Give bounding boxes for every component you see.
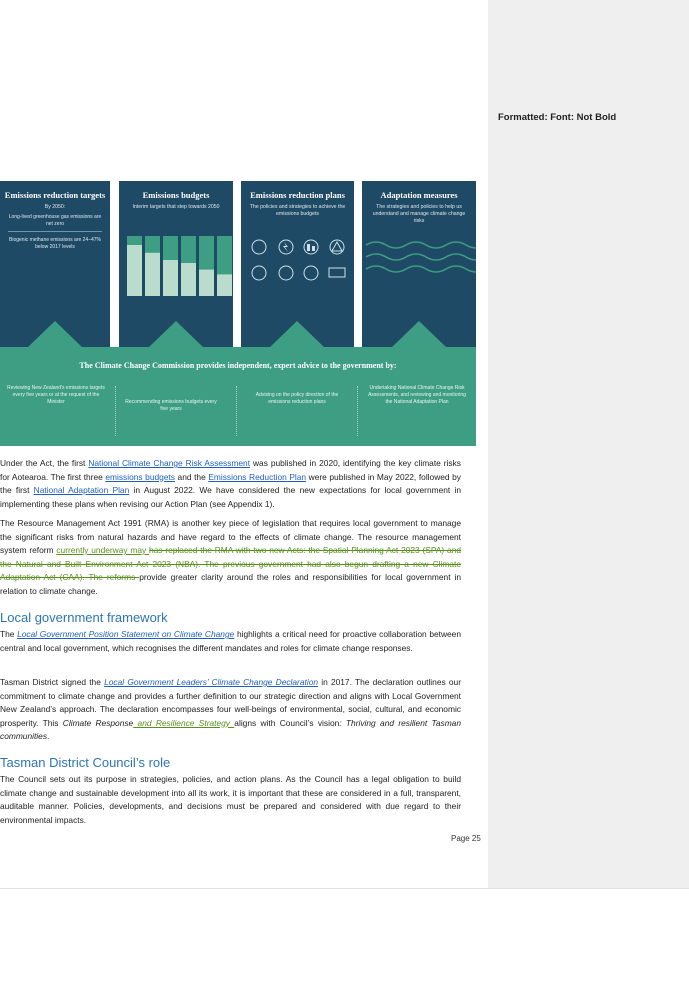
- paragraph-council-role: The Council sets out its purpose in strategies, policies, and action plans. As the Council has a legal obligation to build climate change and sustainable development into all its work, it is important that these are considered in a full, transparent, auditable manner. Policies, developments, and decisions must be prepared and considered with due regard to their environmental impacts.: [0, 774, 461, 825]
- arrow-up-shape: [391, 321, 447, 348]
- link-adaptation-plan[interactable]: National Adaptation Plan: [33, 485, 130, 495]
- paragraph-act: [0, 457, 461, 511]
- building-icon: [252, 240, 266, 254]
- text: provide greater clarity around the roles and responsibilities for local government in relation to climate change.: [0, 572, 461, 596]
- tracked-insertion: and Resilience Strategy: [133, 717, 235, 728]
- text: The: [0, 629, 18, 639]
- panel-sub: By 2050:: [44, 204, 66, 210]
- text: in August 2022. We have considered the new expectations for local government in implementing these plans when revising our Action Plan (see Appendix 1).: [0, 485, 461, 509]
- plan-icons: [241, 237, 354, 297]
- link-emissions-reduction-plan[interactable]: Emissions Reduction Plan: [208, 471, 307, 482]
- commission-title: The Climate Change Commission provides independent, expert advice to the government by:: [79, 361, 397, 370]
- advice-item: Advising on the policy direction of the emissions reduction plans: [255, 392, 339, 405]
- panel-sub: Interim targets that step towards 2050: [132, 204, 220, 210]
- advice-item: Recommending emissions budgets every five years: [125, 399, 217, 412]
- page-separator: [0, 888, 689, 889]
- budget-bar: [217, 274, 232, 296]
- panel-title: Emissions reduction plans: [250, 190, 345, 200]
- arrow-up-shape: [148, 321, 204, 348]
- agriculture-icon: [279, 266, 293, 280]
- text: Under the Act, the first: [0, 458, 89, 468]
- panel-title: Emissions budgets: [142, 190, 210, 200]
- finance-icon: [329, 268, 345, 277]
- climate-infographic: [0, 179, 476, 446]
- panel-sub: The policies and strategies to achieve the emissions budgets: [249, 204, 346, 217]
- text: highlights a critical need for proactive collaboration between central and local government, which recognises the different mandates and roles for climate change responses.: [0, 629, 461, 653]
- transport-icon: [252, 266, 266, 280]
- panel-text: Long-lived greenhouse gas emissions are net zero: [8, 214, 102, 227]
- panel-title: Emissions reduction targets: [4, 190, 106, 200]
- budget-bars-graphic: [119, 234, 233, 304]
- text: were published in May 2022, followed by the first: [0, 471, 461, 495]
- heading-local-government: Local government framework: [0, 610, 168, 625]
- tracked-insertion: currently underway may: [56, 545, 150, 555]
- text-italic: : Thriving and resilient Tasman communities: [0, 717, 461, 741]
- divider: [357, 386, 358, 436]
- arrow-up-shape: [27, 321, 83, 348]
- text: in 2017. The declaration outlines our commitment to climate change and provides a further definition to our strategic direction and aligns with Local Government New Zealand’s approach. The declaration encompasses four well-beings of environmental, social, cultural, and economic prosperity. This: [0, 677, 461, 728]
- budget-bar: [163, 260, 178, 296]
- paragraph-rma: [0, 517, 461, 598]
- tracked-deletion: has replaced the RMA with two new Acts: the Spatial Planning Act 2023 (SPA) and the Natural and Built Environment Act 2023 (NBA). The previous government had also begun drafting a new Climate Adaptation Act (CAA). The reforms: [0, 545, 462, 582]
- text: and the: [174, 471, 209, 482]
- panel-text: Biogenic methane emissions are 24–47% below 2017 levels: [9, 237, 101, 250]
- panel-divider: [8, 231, 102, 232]
- comment-pane: [488, 0, 689, 888]
- page-number: Page 25: [451, 834, 481, 843]
- text-italic: Climate Response: [62, 717, 134, 728]
- budget-bar: [127, 245, 142, 296]
- forestry-icon: [304, 266, 318, 280]
- text: aligns with Council’s vision: [234, 717, 340, 728]
- link-emissions-budgets[interactable]: emissions budgets: [105, 471, 175, 482]
- text: Tasman District signed the: [0, 677, 105, 687]
- paragraph-declaration: [0, 676, 461, 744]
- budget-bar: [145, 253, 160, 296]
- panel-title: Adaptation measures: [380, 190, 458, 200]
- budget-bar: [181, 263, 196, 296]
- text: was published in 2020, identifying the key climate risks for Aotearoa. The first three: [0, 458, 461, 482]
- divider: [115, 386, 116, 436]
- wave-graphic: [362, 237, 476, 277]
- heading-council-role: Tasman District Council’s role: [0, 755, 171, 770]
- arrow-up-shape: [269, 321, 325, 348]
- factory-icon: [304, 240, 318, 254]
- comment-title: Formatted: Font: Not Bold: [498, 112, 617, 123]
- panel-sub: The strategies and policies to help us understand and manage climate change risks: [372, 204, 466, 224]
- link-leaders-declaration[interactable]: Local Government Leaders’ Climate Change Declaration: [104, 677, 319, 687]
- divider: [236, 386, 237, 436]
- text: .: [47, 731, 50, 741]
- budget-bar: [199, 270, 214, 296]
- paragraph-position-statement: [0, 628, 461, 655]
- advice-item: Reviewing New Zealand's emissions targets every five years or at the request of the Minister: [7, 385, 105, 405]
- text: The Resource Management Act 1991 (RMA) is another key piece of legislation that requires local government to manage the significant risks from natural hazards and have regard to the effects of climate change. The resource management system reform: [0, 518, 461, 555]
- link-position-statement[interactable]: Local Government Position Statement on Climate Change: [17, 629, 235, 639]
- link-risk-assessment[interactable]: National Climate Change Risk Assessment: [88, 458, 251, 468]
- advice-item: Undertaking National Climate Change Risk Assessments, and reviewing and monitoring the National Adaptation Plan: [368, 385, 466, 405]
